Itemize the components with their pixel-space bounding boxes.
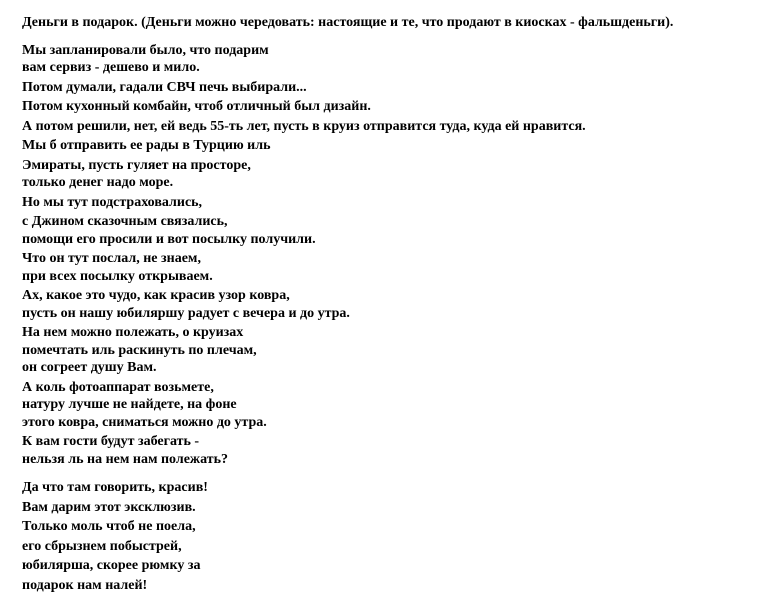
poem-line: Ах, какое это чудо, как красив узор ковра, — [22, 288, 290, 303]
poem-line: этого ковра, сниматься можно до утра. — [22, 414, 267, 430]
poem-line: Только моль чтоб не поела, — [22, 519, 196, 534]
poem-line: Потом думали, гадали СВЧ печь выбирали... — [22, 79, 307, 95]
poem-line: Потом кухонный комбайн, чтоб отличный был дизайн. — [22, 99, 371, 114]
poem-line: его сбрызнем побыстрей, — [22, 538, 182, 554]
poem-line: А коль фотоаппарат возьмете, — [22, 379, 214, 395]
poem-line: Что он тут послал, не знаем, — [22, 251, 201, 266]
poem-line: Эмираты, пусть гуляет на просторе, — [22, 157, 251, 173]
poem-line: К вам гости будут забегать - — [22, 434, 200, 449]
document-title: Деньги в подарок. (Деньги можно чередовать: настоящие и те, что продают в киосках - фальшденьги). — [22, 15, 674, 30]
poem-line: нельзя ль на нем нам полежать? — [22, 451, 229, 467]
poem-line: помечтать иль раскинуть по плечам, — [22, 342, 257, 358]
poem-line: он согреет душу Вам. — [22, 360, 157, 375]
poem-line: помощи его просили и вот посылку получили. — [22, 231, 316, 247]
stanza-1 — [22, 42, 760, 469]
poem-line: Мы запланировали было, что подарим — [22, 42, 269, 58]
stanza-2 — [22, 479, 760, 594]
poem-line: Да что там говорить, красив! — [22, 480, 208, 495]
poem-line: при всех посылку открываем. — [22, 268, 213, 284]
poem-line: подарок нам налей! — [22, 577, 148, 593]
poem-line: На нем можно полежать, о круизах — [22, 325, 244, 340]
poem-line: А потом решили, нет, ей ведь 55-ть лет, пусть в круиз отправится туда, куда ей нравится. — [22, 118, 586, 134]
poem-line: пусть он нашу юбиляршу радует с вечера и до утра. — [22, 305, 350, 321]
poem-line: только денег надо море. — [22, 175, 174, 190]
poem-line: Но мы тут подстраховались, — [22, 194, 203, 210]
poem-line: вам сервиз - дешево и мило. — [22, 60, 200, 75]
poem-line: Вам дарим этот эксклюзив. — [22, 499, 196, 515]
stanza-divider — [22, 468, 760, 479]
poem-line: юбилярша, скорее рюмку за — [22, 558, 201, 573]
poem-line: натуру лучше не найдете, на фоне — [22, 397, 237, 412]
poem-line: с Джином сказочным связались, — [22, 214, 228, 229]
poem-line: Мы б отправить ее рады в Турцию иль — [22, 138, 271, 153]
